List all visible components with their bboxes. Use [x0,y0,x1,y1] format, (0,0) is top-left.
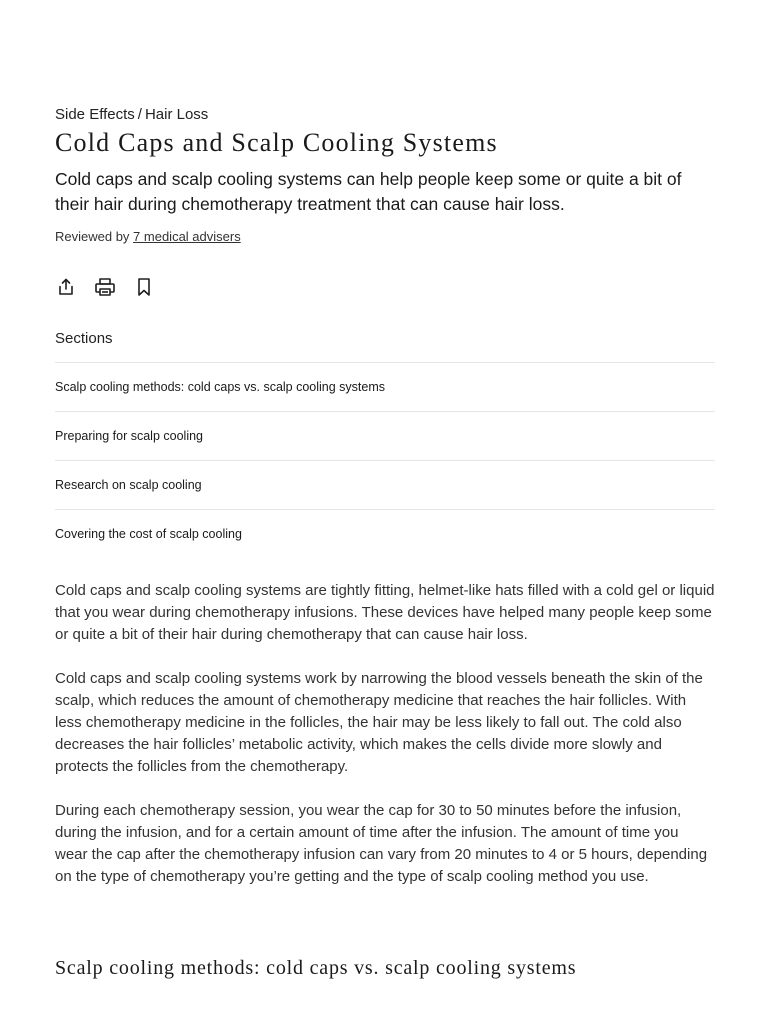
breadcrumb-link-side-effects[interactable]: Side Effects [55,106,135,123]
page-title: Cold Caps and Scalp Cooling Systems [55,128,498,157]
section-link-research[interactable]: Research on scalp cooling [55,460,715,509]
share-icon [56,277,76,297]
share-button[interactable] [55,276,77,298]
article-actions [55,276,155,298]
article-body [55,580,715,910]
print-button[interactable] [94,276,116,298]
reviewed-by [55,229,241,244]
section-link-scalp-cooling-methods[interactable]: Scalp cooling methods: cold caps vs. scalp cooling systems [55,362,715,411]
section-heading: Scalp cooling methods: cold caps vs. scalp cooling systems [55,957,577,979]
body-paragraph: Cold caps and scalp cooling systems work by narrowing the blood vessels beneath the skin of the scalp, which reduces the amount of chemotherapy medicine that reaches the hair follicles. With less chemotherapy medicine in the follicles, the hair may be less likely to fall out. The cold also decreases the hair follicles’ metabolic activity, which makes the cells divide more slowly and protects the follicles from the chemotherapy. [55,670,703,775]
medical-advisers-link[interactable]: 7 medical advisers [133,229,241,244]
breadcrumb [55,106,208,123]
print-icon [94,277,116,297]
sections-list [55,362,715,558]
page-subtitle: Cold caps and scalp cooling systems can help people keep some or quite a bit of their hair during chemotherapy treatment that can cause hair loss. [55,169,682,214]
bookmark-button[interactable] [133,276,155,298]
section-link-preparing[interactable]: Preparing for scalp cooling [55,411,715,460]
section-link-cost[interactable]: Covering the cost of scalp cooling [55,509,715,558]
reviewed-by-label: Reviewed by [55,229,134,244]
breadcrumb-separator: / [137,106,142,123]
body-paragraph: Cold caps and scalp cooling systems are tightly fitting, helmet-like hats filled with a cold gel or liquid that you wear during chemotherapy infusions. These devices have helped many people keep some or quite a bit of their hair during chemotherapy that can cause hair loss. [55,582,715,643]
body-paragraph: During each chemotherapy session, you wear the cap for 30 to 50 minutes before the infusion, during the infusion, and for a certain amount of time after the infusion. The amount of time you wear the cap after the chemotherapy infusion can vary from 20 minutes to 4 or 5 hours, depending on the type of chemotherapy you’re getting and the type of scalp cooling method you use. [55,802,708,885]
bookmark-icon [135,277,153,297]
breadcrumb-link-hair-loss[interactable]: Hair Loss [144,106,209,123]
sections-label: Sections [55,330,113,347]
